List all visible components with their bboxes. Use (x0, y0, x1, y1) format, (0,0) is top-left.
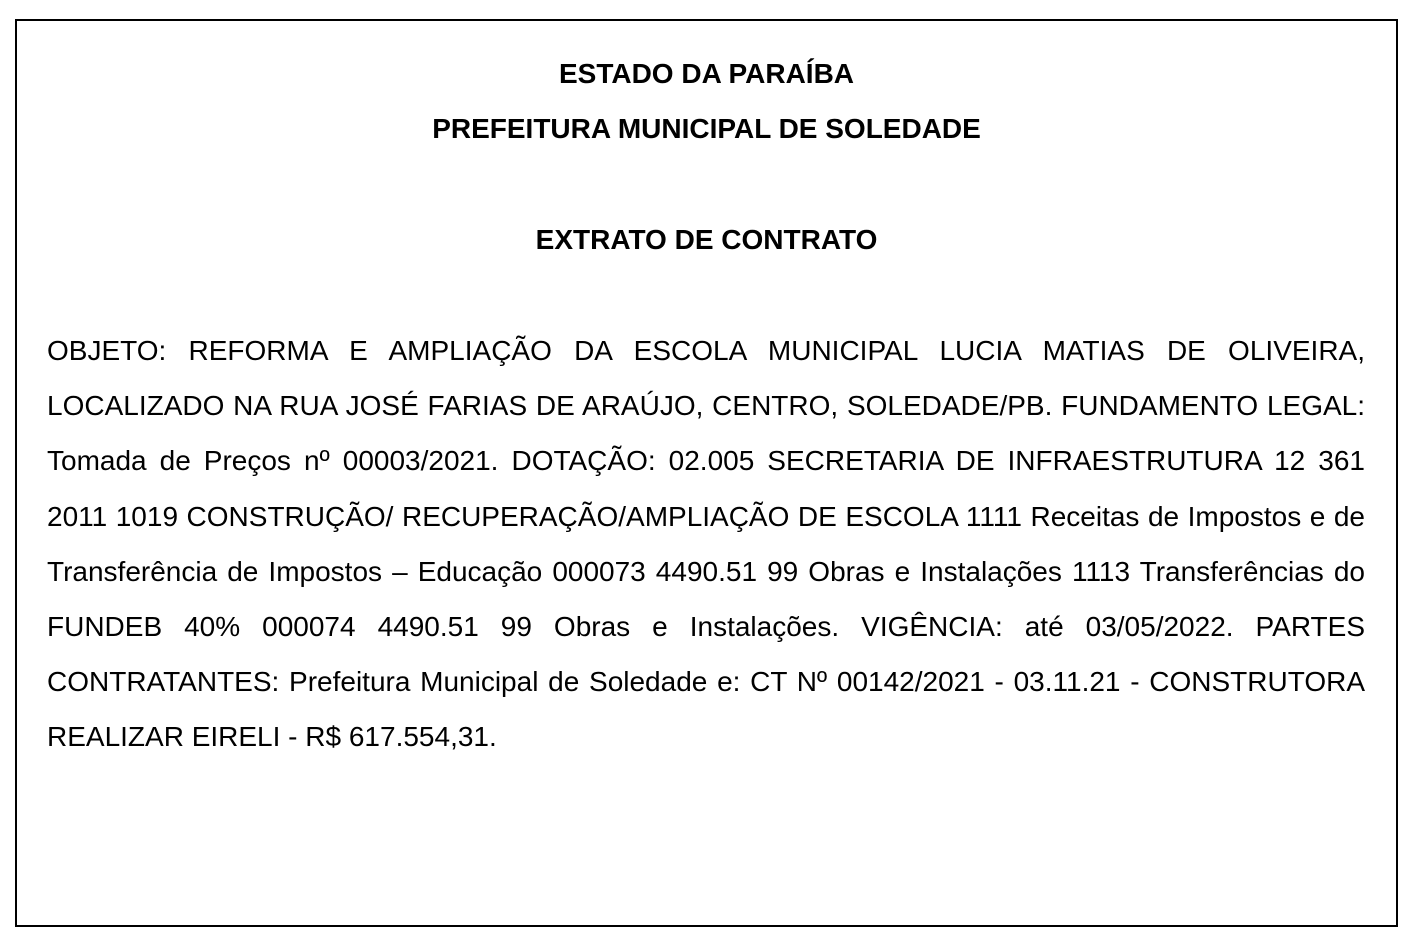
contract-summary-text: OBJETO: REFORMA E AMPLIAÇÃO DA ESCOLA MUNICIPAL LUCIA MATIAS DE OLIVEIRA, LOCALIZADO NA RUA JOSÉ FARIAS DE ARAÚJO, CENTRO, SOLEDADE/PB. FUNDAMENTO LEGAL: Tomada de Preços nº 00003/2021. DOTAÇÃO: 02.005 SECRETARIA DE INFRAESTRUTURA 12 361 2011 1019 CONSTRUÇÃO/ RECUPERAÇÃO/AMPLIAÇÃO DE ESCOLA 1111 Receitas de Impostos e de Transferência de Impostos – Educação 000073 4490.51 99 Obras e Instalações 1113 Transferências do FUNDEB 40% 000074 4490.51 99 Obras e Instalações. VIGÊNCIA: até 03/05/2022. PARTES CONTRATANTES: Prefeitura Municipal de Soledade e: CT Nº 00142/2021 - 03.11.21 - CONSTRUTORA REALIZAR EIRELI - R$ 617.554,31. (47, 335, 1365, 753)
document-title: EXTRATO DE CONTRATO (535, 224, 878, 255)
document-frame (15, 19, 1398, 927)
state-heading: ESTADO DA PARAÍBA (558, 58, 855, 89)
municipality-heading: PREFEITURA MUNICIPAL DE SOLEDADE (432, 113, 981, 144)
